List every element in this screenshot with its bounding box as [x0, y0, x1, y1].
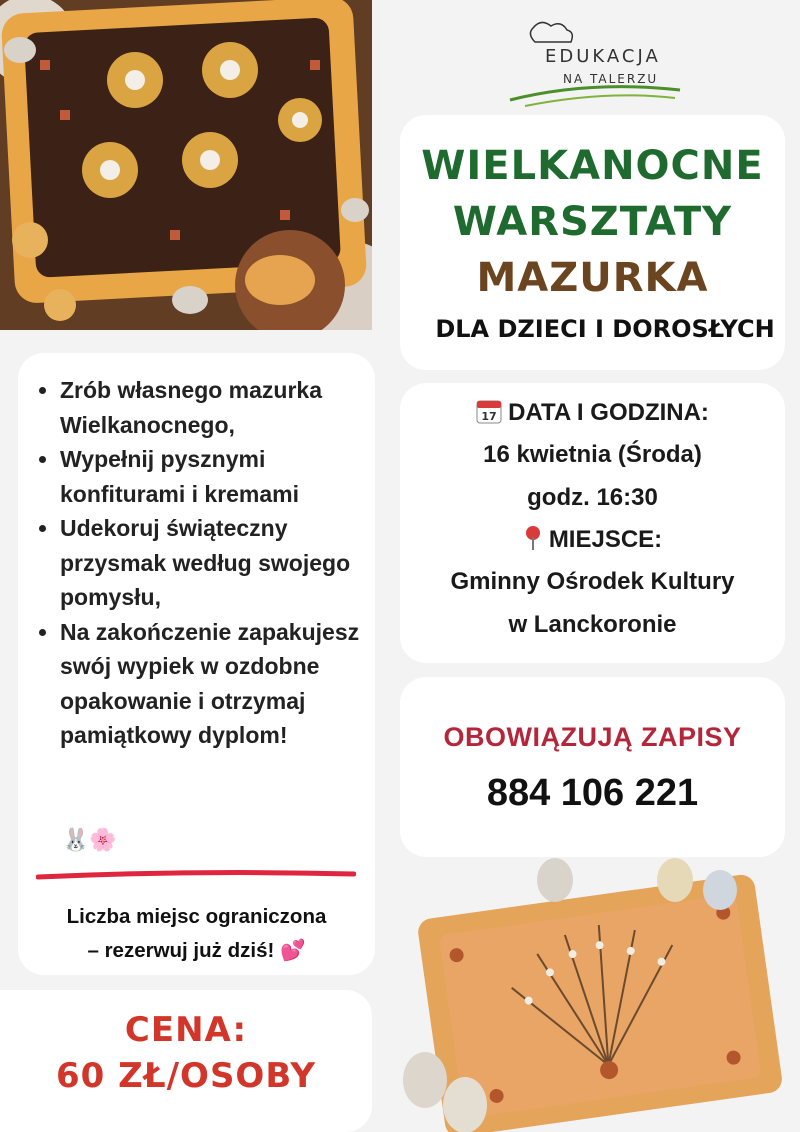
mazurek-photo-top: [0, 0, 372, 330]
title-subtitle: DLA DZIECI I DOROSŁYCH: [435, 315, 775, 343]
red-brush-divider: [36, 868, 356, 884]
list-item: • Udekoruj świąteczny przysmak według swojego pomysłu,: [60, 511, 375, 615]
price-value: 60 ZŁ/OSOBY: [55, 1056, 317, 1096]
event-time: godz. 16:30: [527, 484, 658, 511]
price-card: [0, 990, 372, 1132]
bunny-flower-emojis: 🐰🌸: [62, 828, 117, 853]
registration-notice: OBOWIĄZUJĄ ZAPISY: [443, 722, 742, 752]
list-item: • Na zakończenie zapakujesz swój wypiek w ozdobne opakowanie i otrzymaj pamiątkowy dyplom!: [60, 615, 375, 753]
list-item: • Zrób własnego mazurka Wielkanocnego,: [60, 373, 375, 442]
activities-card: [18, 353, 375, 975]
calendar-icon: [476, 398, 502, 424]
event-date: 16 kwietnia (Środa): [483, 441, 702, 468]
price-label: CENA:: [124, 1010, 248, 1050]
mazurek-photo-bottom: [395, 855, 800, 1132]
phone-number[interactable]: 884 106 221: [486, 772, 699, 814]
svg-text:17: 17: [481, 410, 497, 423]
date-header: DATA I GODZINA:: [508, 399, 709, 426]
activities-list: [38, 373, 375, 753]
edukacja-logo: [505, 18, 695, 108]
limited-line2: – rezerwuj już dziś! 💕: [87, 939, 306, 962]
title-line3: MAZURKA: [476, 255, 709, 301]
list-item: • Wypełnij pysznymi konfiturami i kremami: [60, 442, 375, 511]
place-line2: w Lanckoronie: [508, 611, 677, 638]
title-line1: WIELKANOCNE: [421, 143, 764, 189]
title-card: [400, 115, 785, 370]
title-line2: WARSZTATY: [452, 199, 733, 245]
limited-line1: Liczba miejsc ograniczona: [66, 905, 327, 928]
place-header: MIEJSCE:: [548, 526, 663, 553]
place-line1: Gminny Ośrodek Kultury: [450, 568, 735, 595]
logo-line1: EDUKACJA: [545, 46, 661, 67]
logo-line2: NA TALERZU: [563, 72, 659, 86]
event-info-card: [400, 383, 785, 663]
contact-card: [400, 677, 785, 857]
pin-icon: [523, 525, 543, 551]
